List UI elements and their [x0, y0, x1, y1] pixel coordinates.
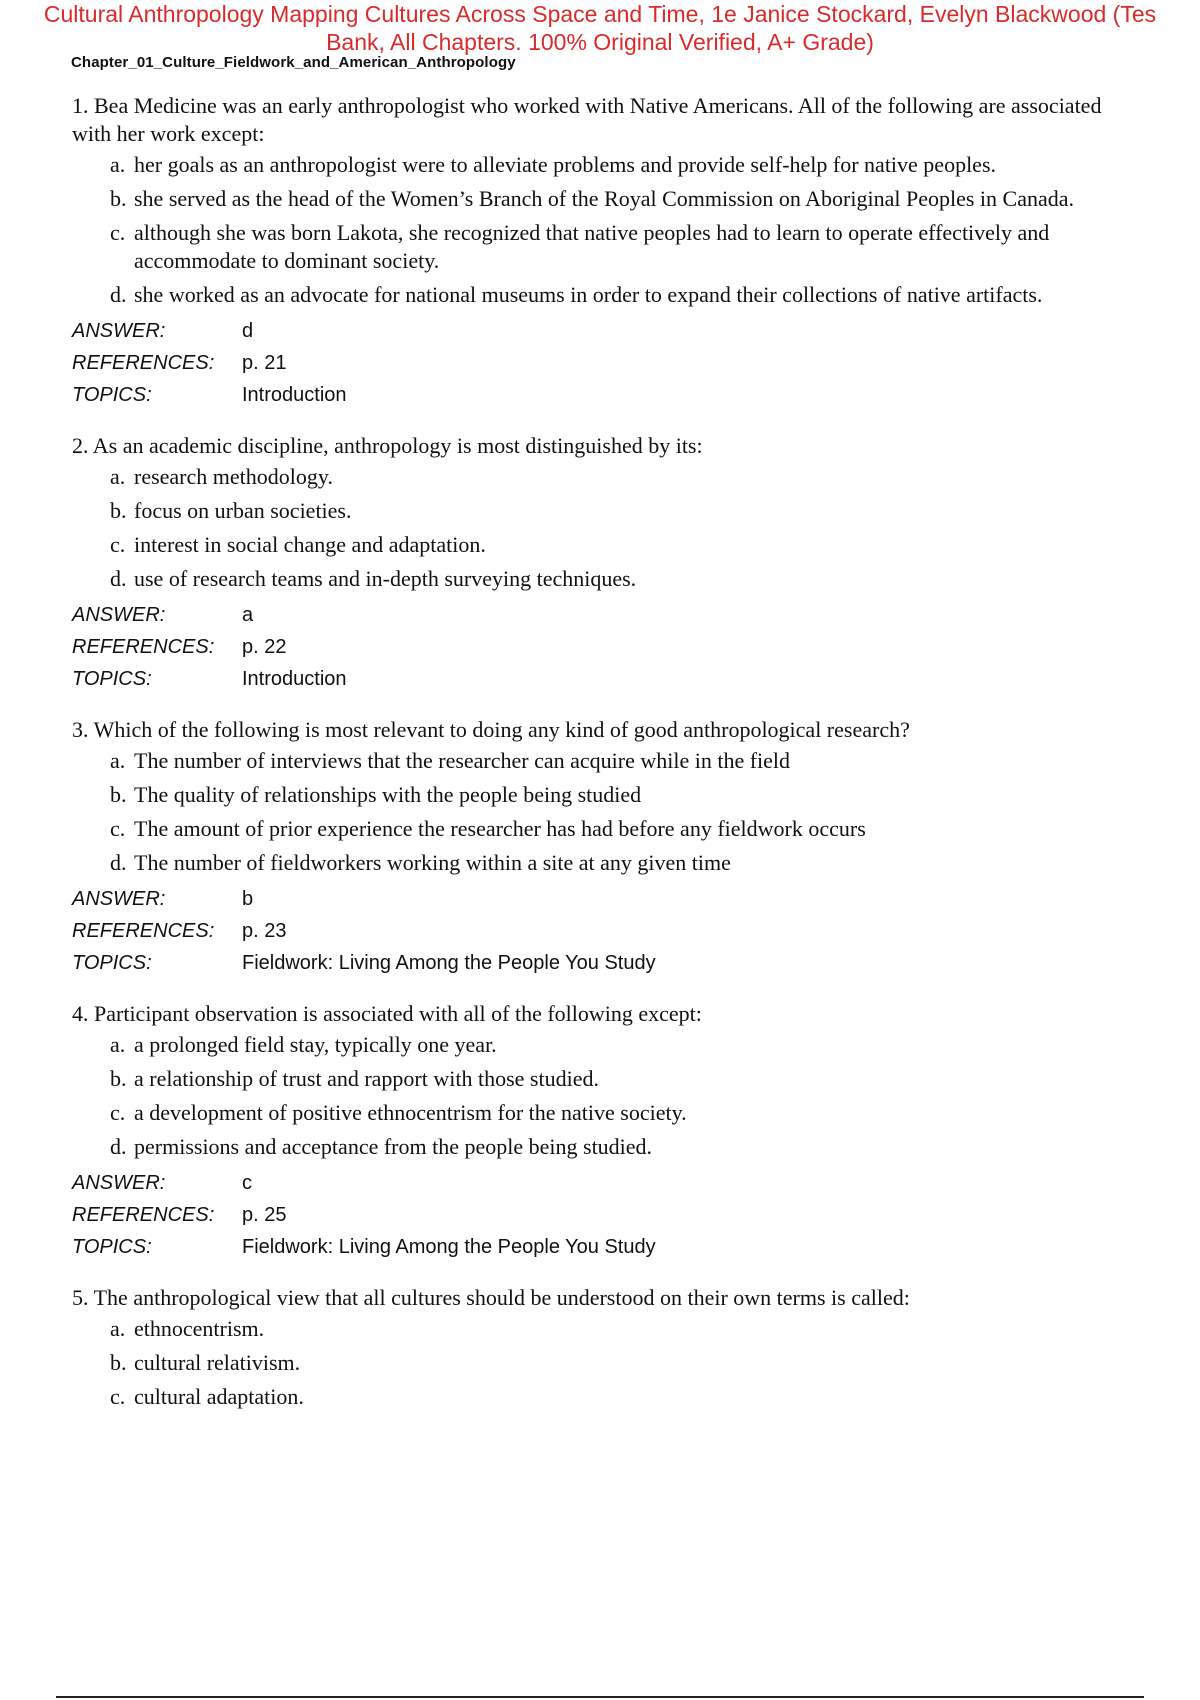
choice-letter: a. — [110, 1316, 126, 1341]
choice-letter: b. — [110, 782, 127, 807]
choice-text: cultural relativism. — [134, 1350, 301, 1375]
choice-text: The amount of prior experience the researcher has had before any fieldwork occurs — [134, 816, 866, 841]
choice-a — [72, 1031, 1112, 1059]
choice-text: The number of interviews that the researcher can acquire while in the field — [134, 748, 791, 773]
choice-letter: c. — [110, 1100, 126, 1125]
choice-text: permissions and acceptance from the people being studied. — [134, 1134, 653, 1159]
choice-letter: c. — [110, 220, 126, 245]
choice-letter: d. — [110, 282, 127, 307]
choice-b — [72, 497, 1112, 525]
references-row — [72, 347, 1112, 379]
topics-value: Introduction — [242, 668, 347, 690]
topics-label: TOPICS: — [72, 384, 152, 406]
chapter-heading: Chapter_01_Culture_Fieldwork_and_American_Anthropology — [71, 54, 516, 71]
choice-letter: a. — [110, 748, 126, 773]
topics-value: Fieldwork: Living Among the People You Study — [242, 952, 656, 974]
document-title-line-1: Cultural Anthropology Mapping Cultures Across Space and Time, 1e Janice Stockard, Evelyn Blackwood (Tes — [43, 1, 1157, 27]
choice-a — [72, 1315, 1112, 1343]
answer-row — [72, 599, 1112, 631]
question-text: As an academic discipline, anthropology is most distinguished by its: — [92, 433, 703, 458]
references-row — [72, 631, 1112, 663]
answer-label: ANSWER: — [72, 320, 166, 342]
question-number: 2. — [72, 433, 89, 458]
answer-value: b — [242, 888, 254, 910]
choice-letter: d. — [110, 850, 127, 875]
topics-value: Fieldwork: Living Among the People You Study — [242, 1236, 656, 1258]
choice-text: research methodology. — [134, 464, 333, 489]
page-footer-divider — [56, 1696, 1144, 1698]
choice-c — [72, 219, 1112, 275]
question-stem — [72, 716, 1112, 744]
question-text: Which of the following is most relevant to doing any kind of good anthropological research? — [93, 717, 910, 742]
answer-row — [72, 1167, 1112, 1199]
answer-label: ANSWER: — [72, 604, 166, 626]
choice-c — [72, 531, 1112, 559]
question-text: Participant observation is associated with all of the following except: — [94, 1001, 702, 1026]
references-row — [72, 1199, 1112, 1231]
references-label: REFERENCES: — [72, 1204, 215, 1226]
choice-text: although she was born Lakota, she recognized that native peoples had to learn to operate effectively and accommodate to dominant society. — [134, 220, 1050, 273]
question-text: The anthropological view that all cultures should be understood on their own terms is called: — [93, 1285, 910, 1310]
choice-letter: a. — [110, 1032, 126, 1057]
topics-label: TOPICS: — [72, 668, 152, 690]
topics-row — [72, 947, 1112, 979]
choice-c — [72, 1383, 1112, 1411]
references-label: REFERENCES: — [72, 636, 215, 658]
choice-text: focus on urban societies. — [134, 498, 352, 523]
references-value: p. 22 — [242, 636, 287, 658]
references-value: p. 25 — [242, 1204, 287, 1226]
choice-letter: b. — [110, 186, 127, 211]
answer-label: ANSWER: — [72, 1172, 166, 1194]
question-number: 1. — [72, 93, 89, 118]
question-stem — [72, 1284, 1112, 1312]
choice-text: a prolonged field stay, typically one year. — [134, 1032, 497, 1057]
topics-label: TOPICS: — [72, 1236, 152, 1258]
choice-text: The number of fieldworkers working within a site at any given time — [134, 850, 731, 875]
document-title — [0, 0, 1200, 56]
choice-a — [72, 747, 1112, 775]
question-4 — [72, 1000, 1112, 1263]
question-stem — [72, 1000, 1112, 1028]
choice-text: a development of positive ethnocentrism for the native society. — [134, 1100, 687, 1125]
question-1 — [72, 92, 1112, 411]
question-stem — [72, 92, 1112, 148]
question-stem — [72, 432, 1112, 460]
choice-letter: a. — [110, 152, 126, 177]
choice-text: cultural adaptation. — [134, 1384, 304, 1409]
topics-row — [72, 663, 1112, 695]
choice-b — [72, 781, 1112, 809]
question-number: 3. — [72, 717, 89, 742]
choice-text: she served as the head of the Women’s Branch of the Royal Commission on Aboriginal Peoples in Canada. — [134, 186, 1074, 211]
answer-value: c — [242, 1172, 252, 1194]
references-value: p. 23 — [242, 920, 287, 942]
choice-c — [72, 1099, 1112, 1127]
choice-letter: c. — [110, 816, 126, 841]
question-3 — [72, 716, 1112, 979]
choice-c — [72, 815, 1112, 843]
choice-letter: c. — [110, 532, 126, 557]
question-5 — [72, 1284, 1112, 1411]
choice-b — [72, 185, 1112, 213]
answer-label: ANSWER: — [72, 888, 166, 910]
question-2 — [72, 432, 1112, 695]
topics-row — [72, 379, 1112, 411]
choice-d — [72, 281, 1112, 309]
references-label: REFERENCES: — [72, 920, 215, 942]
choice-a — [72, 151, 1112, 179]
choice-d — [72, 849, 1112, 877]
choice-letter: b. — [110, 1350, 127, 1375]
question-number: 4. — [72, 1001, 89, 1026]
answer-value: d — [242, 320, 254, 342]
choice-letter: b. — [110, 1066, 127, 1091]
choice-d — [72, 565, 1112, 593]
choice-text: use of research teams and in-depth surveying techniques. — [134, 566, 637, 591]
choice-d — [72, 1133, 1112, 1161]
choice-b — [72, 1349, 1112, 1377]
question-text: Bea Medicine was an early anthropologist who worked with Native Americans. All of the following are associated with her work except: — [72, 93, 1102, 146]
choice-letter: a. — [110, 464, 126, 489]
references-value: p. 21 — [242, 352, 287, 374]
choice-text: she worked as an advocate for national museums in order to expand their collections of native artifacts. — [134, 282, 1043, 307]
choice-letter: b. — [110, 498, 127, 523]
choice-text: her goals as an anthropologist were to alleviate problems and provide self-help for native peoples. — [134, 152, 997, 177]
topics-label: TOPICS: — [72, 952, 152, 974]
document-title-line-2: Bank, All Chapters. 100% Original Verified, A+ Grade) — [326, 29, 874, 55]
choice-letter: c. — [110, 1384, 126, 1409]
choice-text: The quality of relationships with the people being studied — [134, 782, 642, 807]
choice-b — [72, 1065, 1112, 1093]
choice-text: interest in social change and adaptation. — [134, 532, 486, 557]
choice-a — [72, 463, 1112, 491]
references-label: REFERENCES: — [72, 352, 215, 374]
topics-value: Introduction — [242, 384, 347, 406]
references-row — [72, 915, 1112, 947]
choice-text: a relationship of trust and rapport with those studied. — [134, 1066, 599, 1091]
answer-value: a — [242, 604, 254, 626]
answer-row — [72, 883, 1112, 915]
choice-text: ethnocentrism. — [134, 1316, 265, 1341]
choice-letter: d. — [110, 1134, 127, 1159]
choice-letter: d. — [110, 566, 127, 591]
answer-row — [72, 315, 1112, 347]
question-number: 5. — [72, 1285, 89, 1310]
topics-row — [72, 1231, 1112, 1263]
question-list — [72, 92, 1112, 1432]
